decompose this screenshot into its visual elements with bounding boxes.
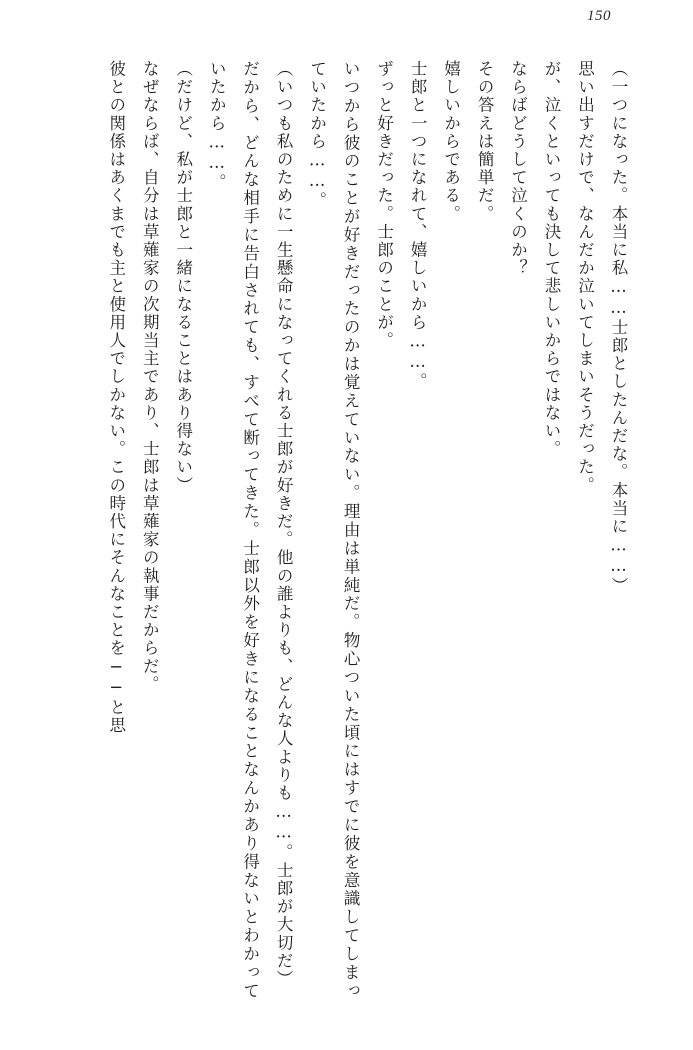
paragraph: だから、どんな相手に告白されても、すべて断ってきた。士郎以外を好きになることなんかあり得ないとわかっていたから……。 [207, 60, 260, 1000]
paragraph: が、泣くといっても決して悲しいからではない。 [542, 60, 562, 459]
paragraph: 思い出すだけで、なんだか泣いてしまいそうだった。 [575, 60, 595, 495]
paragraph: ならばどうして泣くのか？ [508, 60, 528, 278]
paragraph: 士郎と一つになれて、嬉しいから……。 [408, 60, 428, 391]
paragraph: 彼との関係はあくまでも主と使用人でしかない。この時代にそんなことを──と思 [106, 60, 126, 735]
paragraph: その答えは簡単だ。 [475, 60, 495, 223]
page-body-text [58, 60, 635, 1000]
paragraph: なぜならば、自分は草薙家の次期当主であり、士郎は草薙家の執事だからだ。 [140, 60, 160, 694]
paragraph: ずっと好きだった。士郎のことが。 [374, 60, 394, 350]
paragraph: （いつも私のために一生懸命になってくれる士郎が好きだ。他の誰よりも、どんな人よりも……。士郎が大切だ） [274, 60, 294, 989]
paragraph: （だけど、私が士郎と一緒になることはあり得ない） [173, 60, 193, 495]
paragraph: 嬉しいからである。 [441, 60, 461, 223]
paragraph: （一つになった。本当に私……士郎としたんだな。本当に……） [609, 60, 628, 595]
page-number: 150 [587, 8, 611, 24]
paragraph: いつから彼のことが好きだったのかは覚えていない。理由は単純だ。物心ついた頃にはすでに彼を意識してしまっていたから……。 [307, 60, 361, 1000]
